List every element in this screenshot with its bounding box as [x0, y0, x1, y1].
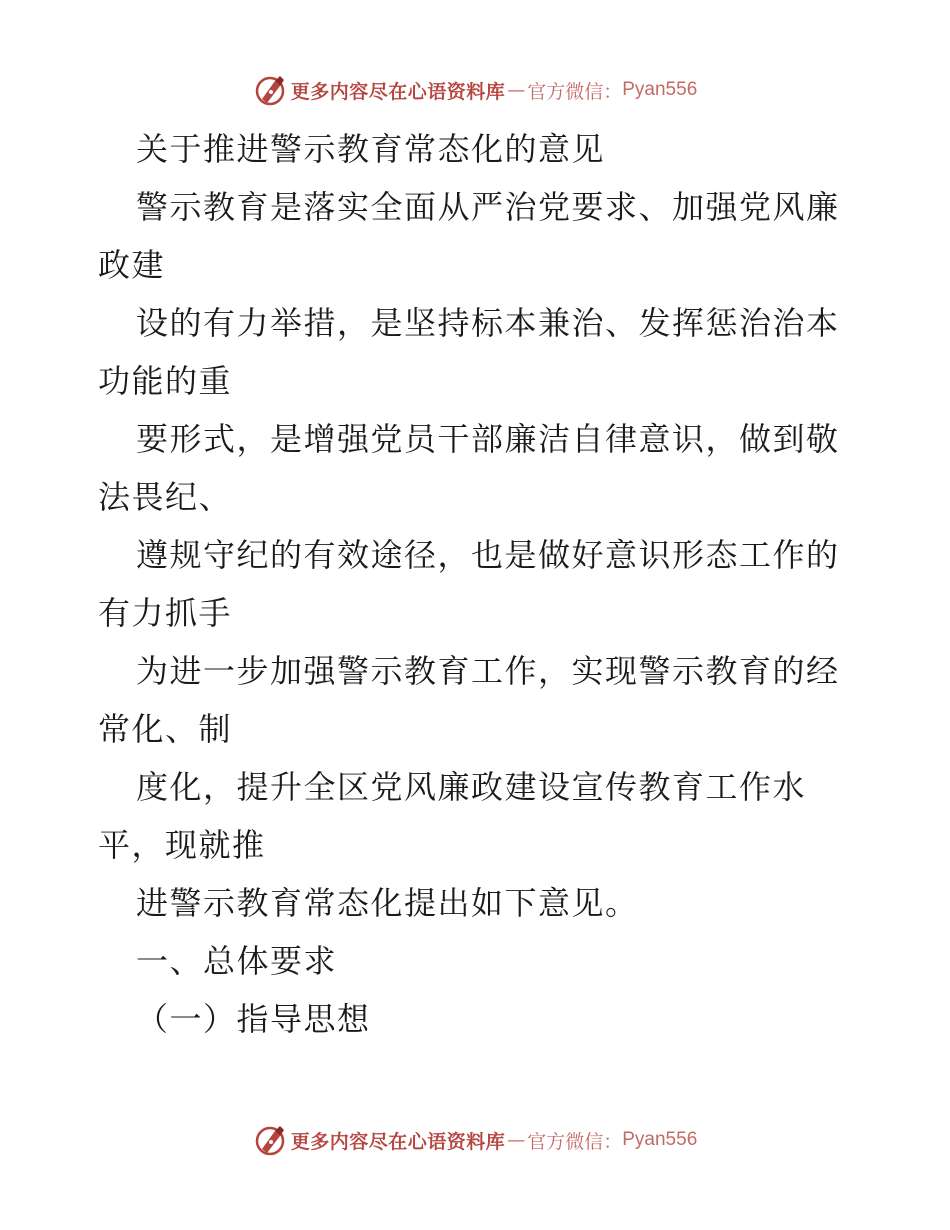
banner-main-text: 更多内容尽在心语资料库 — [290, 80, 506, 103]
paragraph-line: 度化，提升全区党风廉政建设宣传教育工作水 — [136, 768, 807, 806]
paragraph-line: 设的有力举措，是坚持标本兼治、发挥惩治治本 — [136, 304, 840, 342]
banner-wechat-id: Pyan556 — [622, 79, 698, 100]
document-body — [98, 120, 858, 1048]
paragraph-line: 为进一步加强警示教育工作，实现警示教育的经 — [136, 652, 840, 690]
document-title: 关于推进警示教育常态化的意见 — [136, 130, 606, 168]
banner-separator: — — [507, 1129, 526, 1151]
paragraph-line: 常化、制 — [98, 710, 233, 748]
paragraph-line: 进警示教育常态化提出如下意见。 — [136, 884, 639, 922]
paragraph-line: 政建 — [98, 246, 166, 284]
paragraph-line: 功能的重 — [98, 362, 233, 400]
paragraph-line: 要形式，是增强党员干部廉洁自律意识，做到敬 — [136, 420, 840, 458]
header-banner — [0, 70, 950, 110]
paragraph-line: 法畏纪、 — [98, 478, 233, 516]
paragraph-line: 平，现就推 — [98, 826, 266, 864]
banner-wechat-label: 官方微信： — [527, 1130, 623, 1153]
paragraph-line: 遵规守纪的有效途径，也是做好意识形态工作的 — [136, 536, 840, 574]
subsection-heading: （一）指导思想 — [136, 1000, 371, 1038]
banner-separator: — — [507, 79, 526, 101]
paragraph-line: 有力抓手 — [98, 594, 233, 632]
banner-wechat-id: Pyan556 — [622, 1129, 698, 1150]
banner-main-text: 更多内容尽在心语资料库 — [290, 1130, 506, 1153]
footer-banner — [0, 1120, 950, 1160]
banner-wechat-label: 官方微信： — [527, 80, 623, 103]
paragraph-line: 警示教育是落实全面从严治党要求、加强党风廉 — [136, 188, 840, 226]
pen-nib-logo-icon — [253, 1123, 287, 1157]
pen-nib-logo-icon — [253, 73, 287, 107]
section-heading: 一、总体要求 — [136, 942, 338, 980]
